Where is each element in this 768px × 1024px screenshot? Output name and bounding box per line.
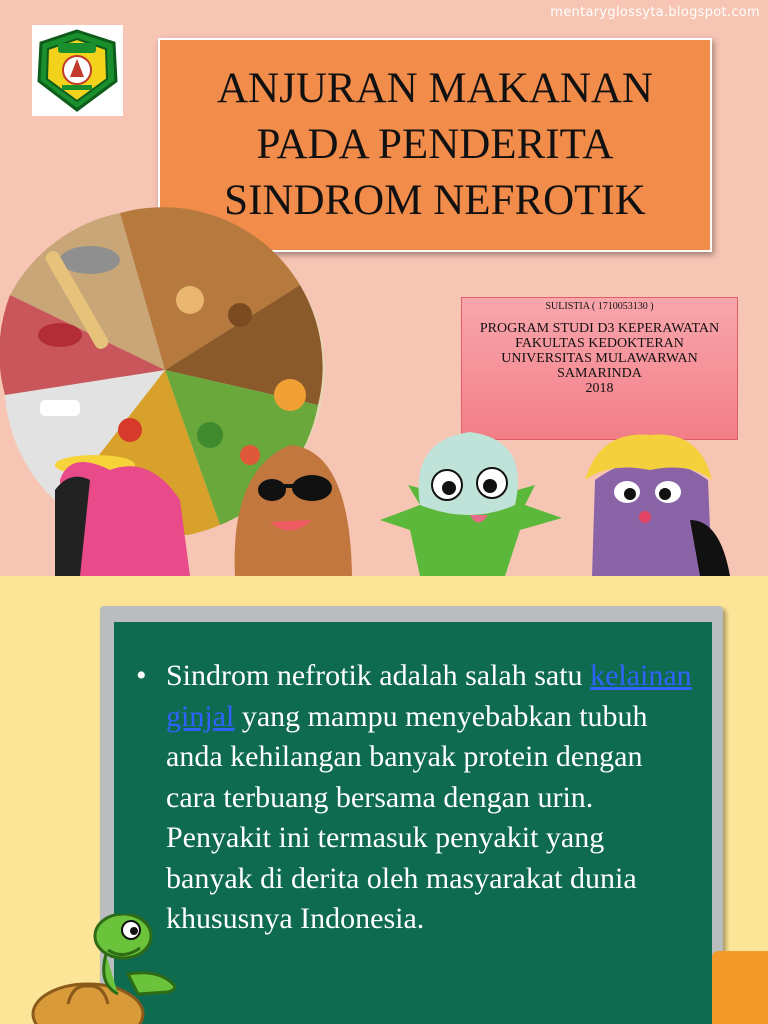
bullet-item xyxy=(136,656,696,940)
purple-character xyxy=(585,435,730,576)
author-name: SULISTIA ( 1710053130 ) xyxy=(545,301,654,312)
paragraph-text-end: yang mampu menyebabkan tubuh anda kehilangan banyak protein dengan cara terbuang bersama dengan urin. Penyakit ini termasuk penyakit yang banyak di derita oleh masyarakat dunia khususnya Indonesia. xyxy=(166,699,648,935)
turtle-mascot-icon xyxy=(28,914,198,1024)
bullet-marker: • xyxy=(136,659,147,692)
kelainan-ginjal-link[interactable]: kelainan ginjal xyxy=(166,659,692,733)
institution-info: PROGRAM STUDI D3 KEPERAWATAN FAKULTAS KEDOKTERAN UNIVERSITAS MULAWARWAN SAMARINDA 2018 xyxy=(479,321,720,396)
content-slide xyxy=(0,576,768,1024)
slide-title: ANJURAN MAKANAN PADA PENDERITA SINDROM NEFROTIK xyxy=(217,65,653,224)
brown-character xyxy=(235,445,352,576)
bullet-paragraph xyxy=(166,656,696,940)
paragraph-text-start: Sindrom nefrotik adalah salah satu xyxy=(166,659,591,692)
watermark: mentaryglossyta.blogspot.com xyxy=(550,5,760,20)
green-character xyxy=(380,432,562,576)
orange-decoration xyxy=(712,951,768,1024)
